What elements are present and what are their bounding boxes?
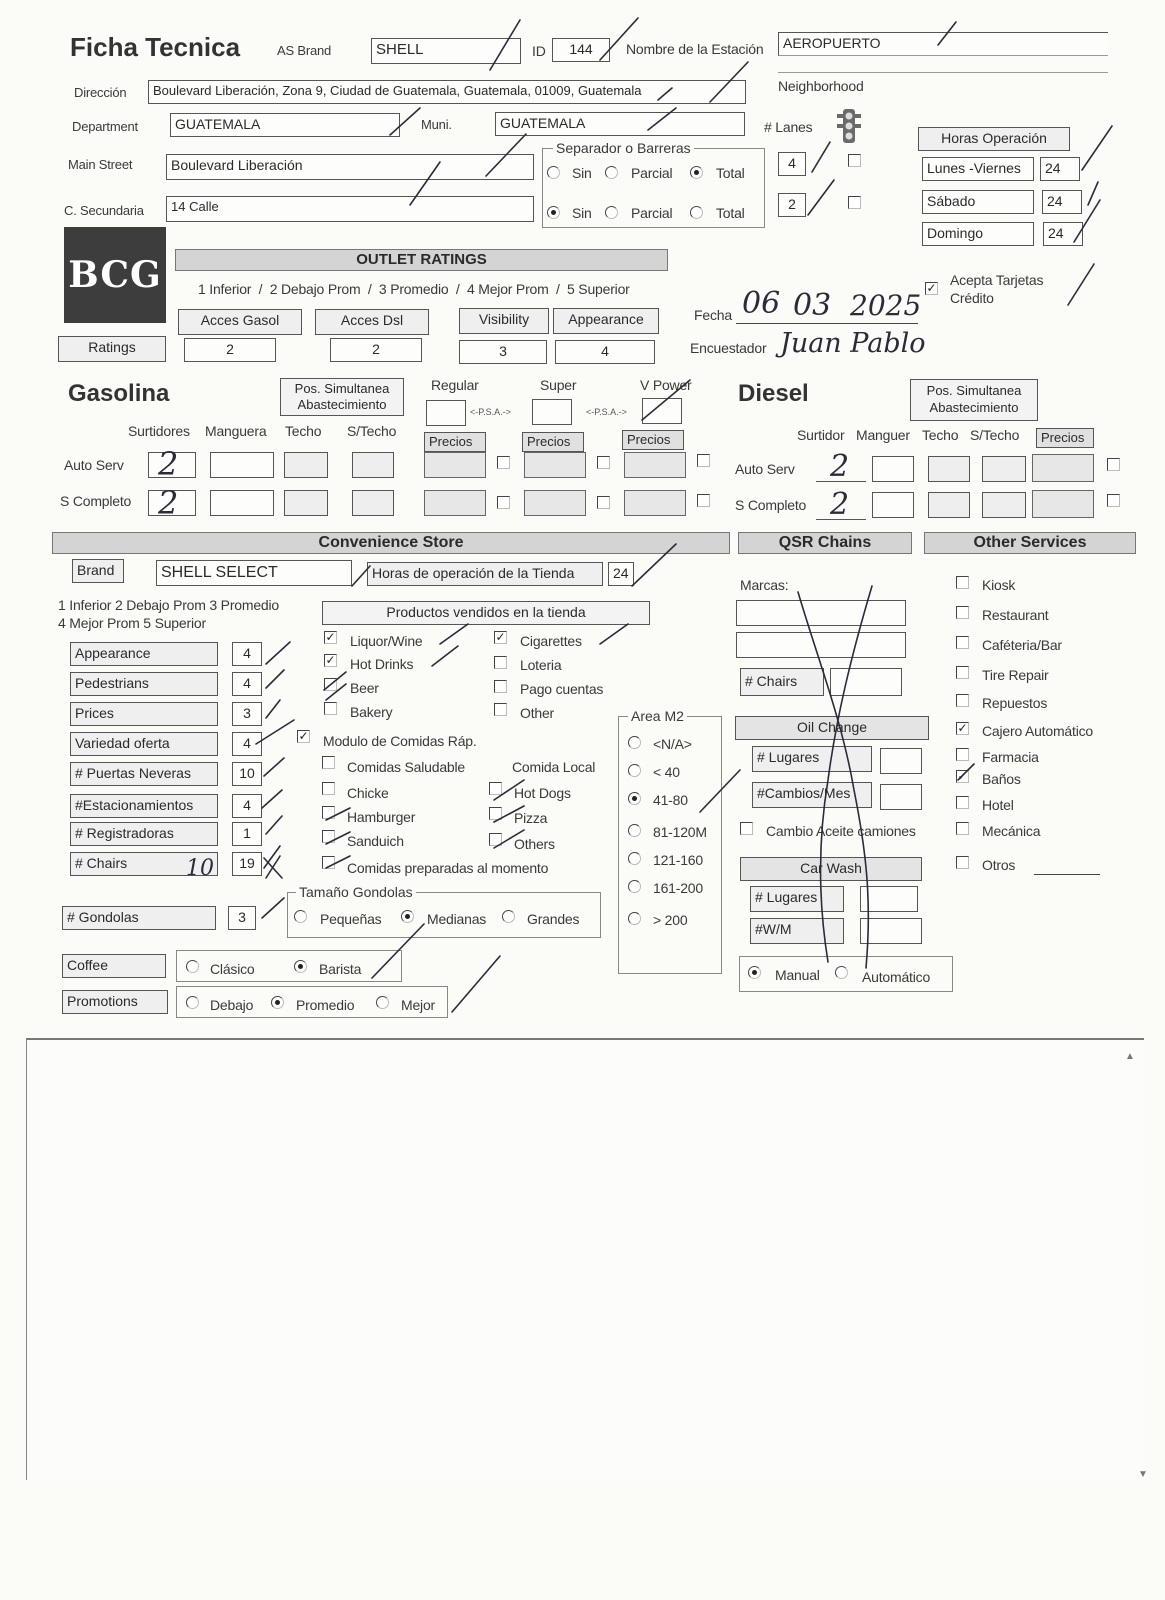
gas-full-super-price[interactable]: [524, 490, 586, 516]
bcg-logo: [64, 227, 166, 323]
secondary-street-label: C. Secundaria: [64, 203, 144, 218]
rating-visibility-field[interactable]: 3: [459, 340, 547, 364]
area-option-radio[interactable]: [628, 764, 641, 777]
oil-cambios-field[interactable]: [880, 784, 922, 810]
gas-full-stecho-field[interactable]: [352, 490, 394, 516]
separator-main-sin-radio[interactable]: [547, 166, 560, 179]
gas-auto-regular-checkbox[interactable]: [497, 456, 510, 469]
gas-auto-stecho-field[interactable]: [352, 452, 394, 478]
diesel-full-techo-field[interactable]: [928, 492, 970, 518]
gas-full-surtidores-handwritten: 2: [158, 484, 179, 522]
wash-manual-radio[interactable]: [748, 966, 761, 979]
service-label: Caféteria/Bar: [982, 637, 1062, 653]
area-option-label: 81-120M: [653, 824, 707, 840]
tick-mark: [266, 642, 290, 664]
promotions-debajo-radio[interactable]: [186, 996, 199, 1009]
food-prepared-checkbox[interactable]: [322, 856, 335, 869]
as-brand-label: AS Brand: [277, 43, 332, 58]
cross-mark: [264, 856, 282, 878]
marcas-field-1[interactable]: [736, 600, 906, 626]
gas-auto-super-checkbox[interactable]: [597, 456, 610, 469]
healthy-food-checkbox[interactable]: [322, 756, 335, 769]
product-label: Cigarettes: [520, 633, 582, 649]
store-metric-label: # Chairs: [70, 852, 218, 876]
tick-mark: [1082, 126, 1112, 170]
diesel-pos-label: Pos. Simultanea Abastecimiento: [910, 379, 1038, 421]
fuel-vpower-label: V Power: [640, 377, 692, 393]
gondolas-label: # Gondolas: [62, 906, 216, 930]
diesel-full-checkbox[interactable]: [1107, 494, 1120, 507]
outlet-ratings-title: OUTLET RATINGS: [175, 249, 668, 271]
wash-wm-label: #W/M: [750, 918, 844, 944]
fecha-underline: [736, 323, 918, 324]
diesel-full-price[interactable]: [1032, 490, 1094, 518]
wash-lugares-field[interactable]: [860, 886, 918, 912]
food-item-label: Sanduich: [347, 833, 404, 849]
service-checkbox[interactable]: [956, 606, 969, 619]
oil-change-title: Oil Change: [735, 716, 929, 740]
neighborhood-label: Neighborhood: [778, 78, 864, 94]
main-street-label: Main Street: [68, 157, 133, 172]
gondola-size-label: Pequeñas: [320, 911, 382, 927]
oil-trucks-label: Cambio Aceite camiones: [766, 823, 916, 839]
oil-lugares-label: # Lugares: [752, 746, 872, 772]
store-brand-label: Brand: [72, 559, 124, 583]
diesel-col-surtidor-label: Surtidor: [797, 427, 845, 443]
gasolina-pos-label: Pos. Simultanea Abastecimiento: [280, 378, 404, 416]
oil-cambios-label: #Cambios/Mes: [752, 782, 872, 808]
pos-super-field[interactable]: [532, 399, 572, 425]
separator-sec-sin-radio[interactable]: [547, 206, 560, 219]
diesel-row-label: Auto Serv: [735, 461, 795, 477]
psa-label: <-P.S.A.->: [586, 407, 627, 417]
store-metric-label: #Estacionamientos: [70, 794, 218, 818]
service-label: Hotel: [982, 797, 1014, 813]
tick-mark: [808, 180, 834, 215]
gondolas-field[interactable]: 3: [228, 906, 256, 930]
separator-title: Separador o Barreras: [553, 141, 694, 155]
tick-mark: [264, 846, 280, 868]
food-item-label: Hot Dogs: [514, 785, 571, 801]
local-food-label: Comida Local: [512, 759, 596, 775]
store-metric-field[interactable]: 4: [232, 642, 262, 666]
wash-wm-field[interactable]: [860, 918, 922, 944]
gas-auto-vpower-price[interactable]: [624, 452, 686, 478]
wash-option-label: Manual: [775, 967, 820, 983]
secondary-street-field[interactable]: 14 Calle: [166, 196, 534, 222]
coffee-option-label: Clásico: [210, 961, 255, 977]
gondola-medium-radio[interactable]: [401, 910, 414, 923]
coffee-label: Coffee: [62, 954, 166, 978]
fecha-label: Fecha: [694, 307, 732, 323]
convenience-store-header: Convenience Store: [52, 532, 730, 554]
diesel-auto-checkbox[interactable]: [1107, 458, 1120, 471]
rating-category-label: Acces Dsl: [315, 309, 429, 335]
gas-auto-super-price[interactable]: [524, 452, 586, 478]
separator-main-total-radio[interactable]: [690, 166, 703, 179]
gas-auto-manguera-field[interactable]: [210, 452, 274, 478]
tick-mark: [452, 956, 500, 1012]
scroll-down-icon[interactable]: ▼: [1138, 1469, 1148, 1480]
chairs-handwritten: 10: [186, 856, 214, 881]
tick-mark: [266, 816, 282, 834]
diesel-auto-techo-field[interactable]: [928, 456, 970, 482]
service-label: Otros: [982, 857, 1016, 873]
wash-auto-radio[interactable]: [835, 966, 848, 979]
service-checkbox[interactable]: [956, 748, 969, 761]
muni-field[interactable]: GUATEMALA: [495, 112, 745, 136]
gondola-large-radio[interactable]: [502, 910, 515, 923]
hours-row-label: Sábado: [922, 190, 1034, 214]
qsr-chairs-label: # Chairs: [740, 668, 824, 696]
encuestador-handwritten: Juan Pablo: [780, 328, 926, 359]
gas-full-manguera-field[interactable]: [210, 490, 274, 516]
oil-trucks-checkbox[interactable]: [740, 822, 753, 835]
department-field[interactable]: GUATEMALA: [170, 113, 400, 137]
area-title: Area M2: [628, 709, 687, 723]
gondola-size-title: Tamaño Gondolas: [296, 885, 416, 899]
area-option-label: 41-80: [653, 792, 688, 808]
service-label: Cajero Automático: [982, 723, 1093, 739]
food-sanduich-checkbox[interactable]: [322, 830, 335, 843]
pos-vpower-field[interactable]: [642, 398, 682, 424]
store-hours-field[interactable]: 24: [608, 562, 634, 586]
tick-mark: [262, 898, 284, 918]
separator-option-label: Sin: [572, 165, 592, 181]
notes-textarea[interactable]: [26, 1038, 1144, 1480]
promotions-label: Promotions: [62, 990, 168, 1014]
diesel-title: Diesel: [738, 380, 809, 407]
main-street-field[interactable]: Boulevard Liberación: [166, 154, 534, 180]
address-label: Dirección: [74, 85, 127, 100]
service-label: Farmacia: [982, 749, 1039, 765]
gas-full-vpower-checkbox[interactable]: [697, 494, 710, 507]
lanes-secondary-field[interactable]: 2: [778, 193, 806, 217]
diesel-auto-surtidor-handwritten: 2: [830, 449, 850, 484]
area-group: [618, 716, 722, 974]
marcas-label: Marcas:: [740, 577, 789, 593]
area-option-label: 121-160: [653, 852, 703, 868]
precios-label: Precios: [522, 432, 584, 452]
service-checkbox[interactable]: [956, 822, 969, 835]
gasolina-title: Gasolina: [68, 380, 170, 407]
store-metric-field[interactable]: 4: [232, 732, 262, 756]
accepts-cards-checkbox[interactable]: ✓: [926, 281, 937, 295]
food-item-label: Pizza: [514, 810, 548, 826]
service-label: Tire Repair: [982, 667, 1049, 683]
service-label: Kiosk: [982, 577, 1016, 593]
promotions-promedio-radio[interactable]: [271, 996, 284, 1009]
lanes-main-checkbox[interactable]: [848, 154, 861, 167]
form-title: Ficha Tecnica: [70, 32, 241, 62]
food-hotdogs-checkbox[interactable]: [489, 782, 502, 795]
car-wash-title: Car Wash: [740, 857, 922, 881]
oil-lugares-field[interactable]: [880, 748, 922, 774]
lanes-secondary-checkbox[interactable]: [848, 196, 861, 209]
gas-auto-techo-field[interactable]: [284, 452, 328, 478]
store-metric-field[interactable]: 19: [232, 852, 262, 876]
food-item-label: Comidas preparadas al momento: [347, 860, 549, 876]
food-item-label: Chicke: [347, 785, 389, 801]
fecha-day-handwritten: 06: [742, 286, 781, 321]
muni-label: Muni.: [421, 117, 452, 132]
tick-mark: [1068, 264, 1094, 305]
area-option-radio[interactable]: [628, 736, 641, 749]
gas-auto-surtidores-handwritten: 2: [158, 445, 179, 483]
product-label: Liquor/Wine: [350, 633, 423, 649]
separator-sec-parcial-radio[interactable]: [605, 206, 618, 219]
area-option-radio[interactable]: [628, 792, 641, 805]
product-label: Bakery: [350, 704, 393, 720]
store-metric-label: Appearance: [70, 642, 218, 666]
product-label: Pago cuentas: [520, 681, 604, 697]
area-option-label: <N/A>: [653, 736, 692, 752]
gondola-small-radio[interactable]: [294, 910, 307, 923]
col-stecho-label: S/Techo: [347, 423, 397, 439]
psa-label: <-P.S.A.->: [470, 407, 511, 417]
wash-option-label: Automático: [862, 969, 931, 985]
healthy-food-label: Comidas Saludable: [347, 759, 466, 775]
service-label: Mecánica: [982, 823, 1041, 839]
hours-sunday-field[interactable]: 24: [1043, 222, 1083, 246]
gas-row-label: Auto Serv: [64, 457, 124, 473]
gas-full-vpower-price[interactable]: [624, 490, 686, 516]
fuel-super-label: Super: [540, 377, 577, 393]
diesel-full-stecho-field[interactable]: [982, 492, 1026, 518]
gas-full-techo-field[interactable]: [284, 490, 328, 516]
rating-acces-gasol-field[interactable]: 2: [184, 338, 276, 362]
outlet-ratings-scale: 1 Inferior / 2 Debajo Prom / 3 Promedio / 4 Mejor Prom / 5 Superior: [198, 281, 630, 297]
rating-category-label: Acces Gasol: [178, 309, 302, 335]
diesel-full-surtidor-handwritten: 2: [830, 487, 850, 522]
product-cigarettes-checkbox[interactable]: ✓: [495, 630, 506, 644]
store-metric-field[interactable]: 1: [232, 822, 262, 846]
food-item-label: Hamburger: [347, 809, 416, 825]
hours-title: Horas Operación: [918, 127, 1070, 151]
separator-sec-total-radio[interactable]: [690, 206, 703, 219]
address-field[interactable]: Boulevard Liberación, Zona 9, Ciudad de Guatemala, Guatemala, 01009, Guatemala: [148, 80, 746, 104]
store-metric-label: # Puertas Neveras: [70, 762, 218, 786]
hours-saturday-field[interactable]: 24: [1042, 190, 1082, 214]
col-surtidores-label: Surtidores: [128, 423, 190, 439]
diesel-auto-stecho-field[interactable]: [982, 456, 1026, 482]
otros-underline: [1034, 874, 1100, 875]
store-metric-label: Prices: [70, 702, 218, 726]
hours-row-label: Domingo: [922, 222, 1034, 246]
wash-lugares-label: # Lugares: [750, 886, 844, 912]
diesel-full-manguer-field[interactable]: [872, 492, 914, 518]
product-label: Beer: [350, 680, 379, 696]
diesel-auto-price[interactable]: [1032, 454, 1094, 482]
tick-mark: [432, 646, 458, 666]
qsr-chains-header: QSR Chains: [738, 532, 912, 554]
food-pizza-checkbox[interactable]: [489, 807, 502, 820]
tick-mark: [264, 758, 284, 776]
service-label: Baños: [982, 771, 1021, 787]
store-metric-label: # Registradoras: [70, 822, 218, 846]
gondola-size-label: Grandes: [527, 911, 580, 927]
diesel-row-label: S Completo: [735, 497, 807, 513]
neighborhood-field[interactable]: [778, 72, 1108, 73]
tick-mark: [600, 624, 628, 644]
area-option-label: > 200: [653, 912, 688, 928]
service-checkbox[interactable]: [956, 796, 969, 809]
food-others-checkbox[interactable]: [489, 833, 502, 846]
service-checkbox[interactable]: ✓: [957, 769, 968, 783]
station-name-field[interactable]: AEROPUERTO: [778, 32, 1108, 56]
service-checkbox[interactable]: [956, 856, 969, 869]
rating-acces-dsl-field[interactable]: 2: [330, 338, 422, 362]
tick-mark: [440, 624, 468, 644]
id-field[interactable]: 144: [552, 38, 610, 62]
food-chicken-checkbox[interactable]: [322, 782, 335, 795]
product-hotdrinks-checkbox[interactable]: ✓: [325, 653, 336, 667]
ratings-label: Ratings: [58, 336, 166, 362]
area-option-label: 161-200: [653, 880, 703, 896]
store-metric-field[interactable]: 3: [232, 702, 262, 726]
product-pago-checkbox[interactable]: [494, 680, 507, 693]
traffic-light-icon: [836, 108, 862, 144]
store-metric-field[interactable]: 4: [232, 794, 262, 818]
fecha-month-handwritten: 03: [793, 288, 832, 323]
other-services-header: Other Services: [924, 532, 1136, 554]
service-checkbox[interactable]: [956, 694, 969, 707]
service-checkbox[interactable]: [956, 666, 969, 679]
tick-mark: [812, 142, 830, 172]
gondola-size-label: Medianas: [427, 911, 487, 927]
fuel-regular-label: Regular: [431, 377, 479, 393]
promotions-option-label: Mejor: [401, 997, 436, 1013]
gas-full-super-checkbox[interactable]: [597, 496, 610, 509]
food-hamburger-checkbox[interactable]: [322, 806, 335, 819]
separator-option-label: Sin: [572, 205, 592, 221]
tick-mark: [266, 700, 280, 718]
encuestador-label: Encuestador: [690, 340, 767, 356]
products-title: Productos vendidos en la tienda: [322, 601, 650, 625]
id-label: ID: [532, 43, 546, 59]
product-label: Other: [520, 705, 555, 721]
store-brand-field[interactable]: SHELL SELECT: [156, 560, 352, 586]
department-label: Department: [72, 119, 138, 134]
separator-option-label: Total: [716, 165, 745, 181]
service-label: Repuestos: [982, 695, 1048, 711]
rating-category-label: Appearance: [553, 308, 659, 334]
store-metric-label: Variedad oferta: [70, 732, 218, 756]
food-item-label: Others: [514, 836, 555, 852]
area-option-label: < 40: [653, 764, 680, 780]
fecha-year-handwritten: 2025: [850, 289, 922, 322]
rating-category-label: Visibility: [459, 308, 549, 334]
area-option-radio[interactable]: [628, 912, 641, 925]
service-checkbox[interactable]: ✓: [957, 721, 968, 735]
tick-mark: [1088, 182, 1098, 205]
tick-mark: [266, 670, 284, 688]
diesel-precios-label: Precios: [1036, 428, 1094, 448]
area-option-radio[interactable]: [628, 824, 641, 837]
pos-regular-field[interactable]: [426, 400, 466, 426]
col-techo-label: Techo: [285, 423, 322, 439]
gas-row-label: S Completo: [60, 493, 132, 509]
as-brand-field[interactable]: SHELL: [371, 38, 521, 64]
service-label: Restaurant: [982, 607, 1049, 623]
precios-label: Precios: [622, 430, 684, 450]
store-scale-line2: 4 Mejor Prom 5 Superior: [58, 615, 206, 631]
area-option-radio[interactable]: [628, 880, 641, 893]
marcas-field-2[interactable]: [736, 632, 906, 658]
coffee-clasico-radio[interactable]: [186, 960, 199, 973]
precios-label: Precios: [424, 432, 486, 452]
station-name-label: Nombre de la Estación: [626, 41, 764, 57]
separator-option-label: Parcial: [631, 165, 673, 181]
product-label: Hot Drinks: [350, 656, 414, 672]
scroll-up-icon[interactable]: ▲: [1125, 1051, 1135, 1062]
product-label: Loteria: [520, 657, 562, 673]
rating-appearance-field[interactable]: 4: [555, 340, 655, 364]
diesel-col-stecho-label: S/Techo: [970, 427, 1020, 443]
separator-main-parcial-radio[interactable]: [605, 166, 618, 179]
product-loteria-checkbox[interactable]: [494, 656, 507, 669]
service-checkbox[interactable]: [956, 636, 969, 649]
gas-auto-regular-price[interactable]: [424, 452, 486, 478]
gas-auto-vpower-checkbox[interactable]: [697, 454, 710, 467]
hours-weekday-field[interactable]: 24: [1040, 157, 1080, 181]
product-other-checkbox[interactable]: [494, 703, 507, 716]
product-liquor-checkbox[interactable]: ✓: [325, 630, 336, 644]
fast-food-checkbox[interactable]: ✓: [298, 729, 309, 743]
service-checkbox[interactable]: [956, 576, 969, 589]
diesel-auto-manguer-field[interactable]: [872, 456, 914, 482]
hours-row-label: Lunes -Viernes: [922, 157, 1034, 181]
logo-text: BCG: [68, 254, 162, 296]
fast-food-label: Modulo de Comidas Ráp.: [323, 733, 477, 749]
qsr-chairs-field[interactable]: [830, 668, 902, 696]
product-beer-checkbox[interactable]: [324, 678, 337, 691]
promotions-option-label: Promedio: [296, 997, 355, 1013]
area-option-radio[interactable]: [628, 852, 641, 865]
diesel-col-techo-label: Techo: [922, 427, 959, 443]
lanes-label: # Lanes: [764, 119, 813, 135]
lanes-main-field[interactable]: 4: [778, 152, 806, 176]
accepts-cards-label: Acepta Tarjetas Crédito: [950, 272, 1044, 306]
gas-full-regular-price[interactable]: [424, 490, 486, 516]
diesel-col-manguer-label: Manguer: [856, 427, 910, 443]
promotions-mejor-radio[interactable]: [376, 996, 389, 1009]
separator-option-label: Total: [716, 205, 745, 221]
product-bakery-checkbox[interactable]: [324, 702, 337, 715]
coffee-option-label: Barista: [319, 961, 362, 977]
separator-option-label: Parcial: [631, 205, 673, 221]
tick-mark: [262, 790, 282, 808]
gas-full-regular-checkbox[interactable]: [497, 496, 510, 509]
store-metric-field[interactable]: 10: [232, 762, 262, 786]
promotions-option-label: Debajo: [210, 997, 254, 1013]
col-manguera-label: Manguera: [205, 423, 267, 439]
store-hours-label: Horas de operación de la Tienda: [367, 562, 603, 586]
store-metric-field[interactable]: 4: [232, 672, 262, 696]
store-scale-line1: 1 Inferior 2 Debajo Prom 3 Promedio: [58, 597, 279, 613]
store-metric-label: Pedestrians: [70, 672, 218, 696]
coffee-barista-radio[interactable]: [294, 960, 307, 973]
